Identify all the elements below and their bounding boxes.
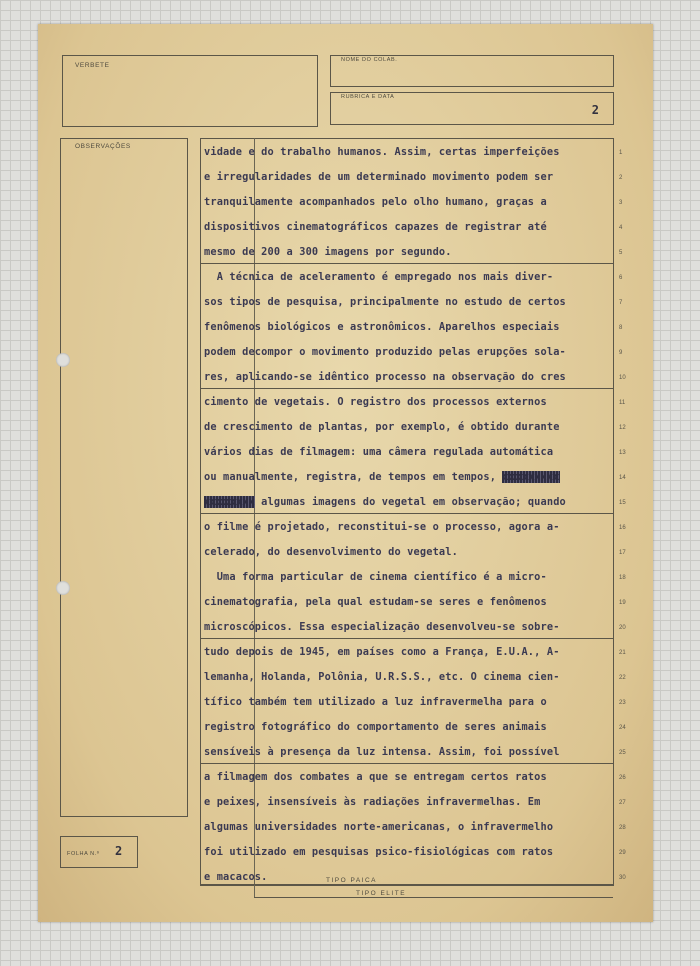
line-content: celerado, do desenvolvimento do vegetal.	[204, 546, 458, 558]
nome-do-colab-label: NOME DO COLAB.	[341, 57, 398, 63]
line-text	[204, 546, 458, 558]
observacoes-box	[60, 138, 188, 817]
text-line	[200, 313, 623, 338]
page-number: 2	[591, 103, 599, 117]
text-line	[200, 338, 623, 363]
line-number: 15	[619, 500, 626, 506]
line-text	[204, 246, 452, 258]
text-line	[200, 713, 626, 738]
line-content: foi utilizado em pesquisas psico-fisiológicas com ratos	[204, 846, 554, 858]
line-number: 19	[619, 600, 626, 606]
text-line	[200, 213, 623, 238]
line-number: 2	[619, 175, 623, 181]
line-content: cimento de vegetais. O registro dos processos externos	[204, 396, 547, 408]
text-line	[200, 463, 626, 488]
line-text	[204, 196, 547, 208]
line-text	[204, 796, 541, 808]
line-content: cinematografia, pela qual estudam-se seres e fenômenos	[204, 596, 547, 608]
line-number: 6	[619, 275, 623, 281]
text-line	[200, 763, 626, 788]
line-content: ou manualmente, registra, de tempos em tempos,	[204, 471, 503, 483]
nome-do-colab-box	[330, 55, 614, 87]
folha-label: FOLHA N.º	[67, 851, 100, 857]
text-line	[200, 588, 626, 613]
text-line	[200, 263, 623, 288]
line-text	[204, 771, 547, 783]
text-line	[200, 163, 623, 188]
line-number: 29	[619, 850, 626, 856]
line-number: 28	[619, 825, 626, 831]
line-text	[204, 171, 553, 183]
line-text	[204, 371, 566, 383]
line-content: sos tipos de pesquisa, principalmente no estudo de certos	[204, 296, 566, 308]
line-number: 8	[619, 325, 623, 331]
line-text	[204, 471, 560, 483]
form-sheet	[38, 24, 653, 922]
text-line	[200, 438, 626, 463]
line-text	[204, 871, 268, 883]
text-line	[200, 238, 623, 263]
observacoes-label: OBSERVAÇÕES	[75, 143, 131, 150]
line-content: a filmagem dos combates a que se entregam certos ratos	[204, 771, 547, 783]
text-line	[200, 513, 626, 538]
line-content: dispositivos cinematográficos capazes de registrar até	[204, 221, 547, 233]
tipo-elite-label: TIPO ELITE	[356, 890, 407, 897]
text-line	[200, 138, 623, 163]
tipo-paica-label: TIPO PAICA	[326, 877, 377, 884]
line-content: e peixes, insensíveis às radiações infravermelhas. Em	[204, 796, 541, 808]
line-content: fenômenos biológicos e astronômicos. Aparelhos especiais	[204, 321, 560, 333]
line-text	[204, 221, 547, 233]
punch-hole-top	[56, 353, 70, 367]
footer-rule	[254, 897, 613, 898]
line-content: sensíveis à presença da luz intensa. Assim, foi possível	[204, 746, 560, 758]
line-content: tudo depois de 1945, em países como a França, E.U.A., A-	[204, 646, 560, 658]
line-content: res, aplicando-se idêntico processo na observação do cres	[204, 371, 566, 383]
line-number: 21	[619, 650, 626, 656]
line-number: 16	[619, 525, 626, 531]
line-content: registro fotográfico do comportamento de seres animais	[204, 721, 547, 733]
line-number: 26	[619, 775, 626, 781]
line-number: 18	[619, 575, 626, 581]
line-text	[204, 146, 560, 158]
line-text	[204, 321, 560, 333]
text-line	[200, 613, 626, 638]
struck-out-text: xxxxxxxx	[204, 496, 255, 508]
line-text	[204, 421, 560, 433]
text-line	[200, 663, 626, 688]
line-number: 10	[619, 375, 626, 381]
line-content: tranquilamente acompanhados pelo olho humano, graças a	[204, 196, 547, 208]
punch-hole-bottom	[56, 581, 70, 595]
rubrica-e-data-label: RUBRICA E DATA	[341, 94, 395, 100]
line-number: 23	[619, 700, 626, 706]
line-number: 1	[619, 150, 623, 156]
line-number: 27	[619, 800, 626, 806]
line-text	[204, 346, 566, 358]
line-number: 3	[619, 200, 623, 206]
line-content: vários dias de filmagem: uma câmera regulada automática	[204, 446, 554, 458]
line-content: o filme é projetado, reconstitui-se o processo, agora a-	[204, 521, 560, 533]
text-line	[200, 688, 626, 713]
text-line	[200, 563, 626, 588]
line-text	[204, 671, 560, 683]
line-number: 20	[619, 625, 626, 631]
line-content: algumas imagens do vegetal em observação; quando	[254, 496, 566, 508]
line-number: 25	[619, 750, 626, 756]
struck-out-text: xxxxxxxxx	[502, 471, 560, 483]
line-text	[204, 571, 547, 583]
line-text	[204, 446, 553, 458]
line-number: 11	[619, 400, 626, 406]
text-line	[200, 638, 626, 663]
line-number: 30	[619, 875, 626, 881]
line-text	[204, 821, 553, 833]
line-number: 12	[619, 425, 626, 431]
line-content: e macacos.	[204, 871, 268, 883]
text-line	[200, 538, 626, 563]
line-number: 4	[619, 225, 623, 231]
line-number: 13	[619, 450, 626, 456]
line-text	[204, 296, 566, 308]
line-text	[204, 621, 560, 633]
line-text	[204, 396, 547, 408]
line-content: A técnica de aceleramento é empregado nos mais diver-	[204, 271, 554, 283]
line-text	[204, 746, 560, 758]
folha-value: 2	[115, 844, 123, 858]
line-content: e irregularidades de um determinado movimento podem ser	[204, 171, 554, 183]
line-text	[204, 596, 547, 608]
line-number: 9	[619, 350, 623, 356]
line-number: 17	[619, 550, 626, 556]
text-line	[200, 488, 626, 513]
line-content: Uma forma particular de cinema científico é a micro-	[204, 571, 547, 583]
text-line	[200, 363, 626, 388]
line-text	[204, 271, 553, 283]
line-number: 24	[619, 725, 626, 731]
line-content: algumas universidades norte-americanas, o infravermelho	[204, 821, 554, 833]
line-text	[204, 696, 547, 708]
line-text	[204, 646, 560, 658]
text-line	[200, 413, 626, 438]
line-content: vidade e do trabalho humanos. Assim, certas imperfeições	[204, 146, 560, 158]
folha-box	[60, 836, 138, 868]
line-text	[204, 721, 547, 733]
text-line	[200, 788, 626, 813]
text-line	[200, 288, 623, 313]
verbete-label: VERBETE	[75, 62, 110, 69]
line-number: 7	[619, 300, 623, 306]
line-content: podem decompor o movimento produzido pelas erupções sola-	[204, 346, 566, 358]
line-content: lemanha, Holanda, Polônia, U.R.S.S., etc. O cinema cien-	[204, 671, 560, 683]
line-text	[204, 846, 553, 858]
text-line	[200, 738, 626, 763]
text-line	[200, 188, 623, 213]
line-text	[204, 496, 566, 508]
text-line	[200, 388, 626, 413]
footer-rule	[200, 884, 613, 885]
line-text	[204, 521, 560, 533]
line-content: mesmo de 200 a 300 imagens por segundo.	[204, 246, 452, 258]
line-number: 14	[619, 475, 626, 481]
line-content: de crescimento de plantas, por exemplo, é obtido durante	[204, 421, 560, 433]
verbete-box	[62, 55, 318, 127]
line-content: microscópicos. Essa especialização desenvolveu-se sobre-	[204, 621, 560, 633]
line-number: 5	[619, 250, 623, 256]
text-line	[200, 838, 626, 863]
line-number: 22	[619, 675, 626, 681]
text-line	[200, 813, 626, 838]
rubrica-e-data-box	[330, 92, 614, 125]
line-content: tífico também tem utilizado a luz infravermelha para o	[204, 696, 547, 708]
